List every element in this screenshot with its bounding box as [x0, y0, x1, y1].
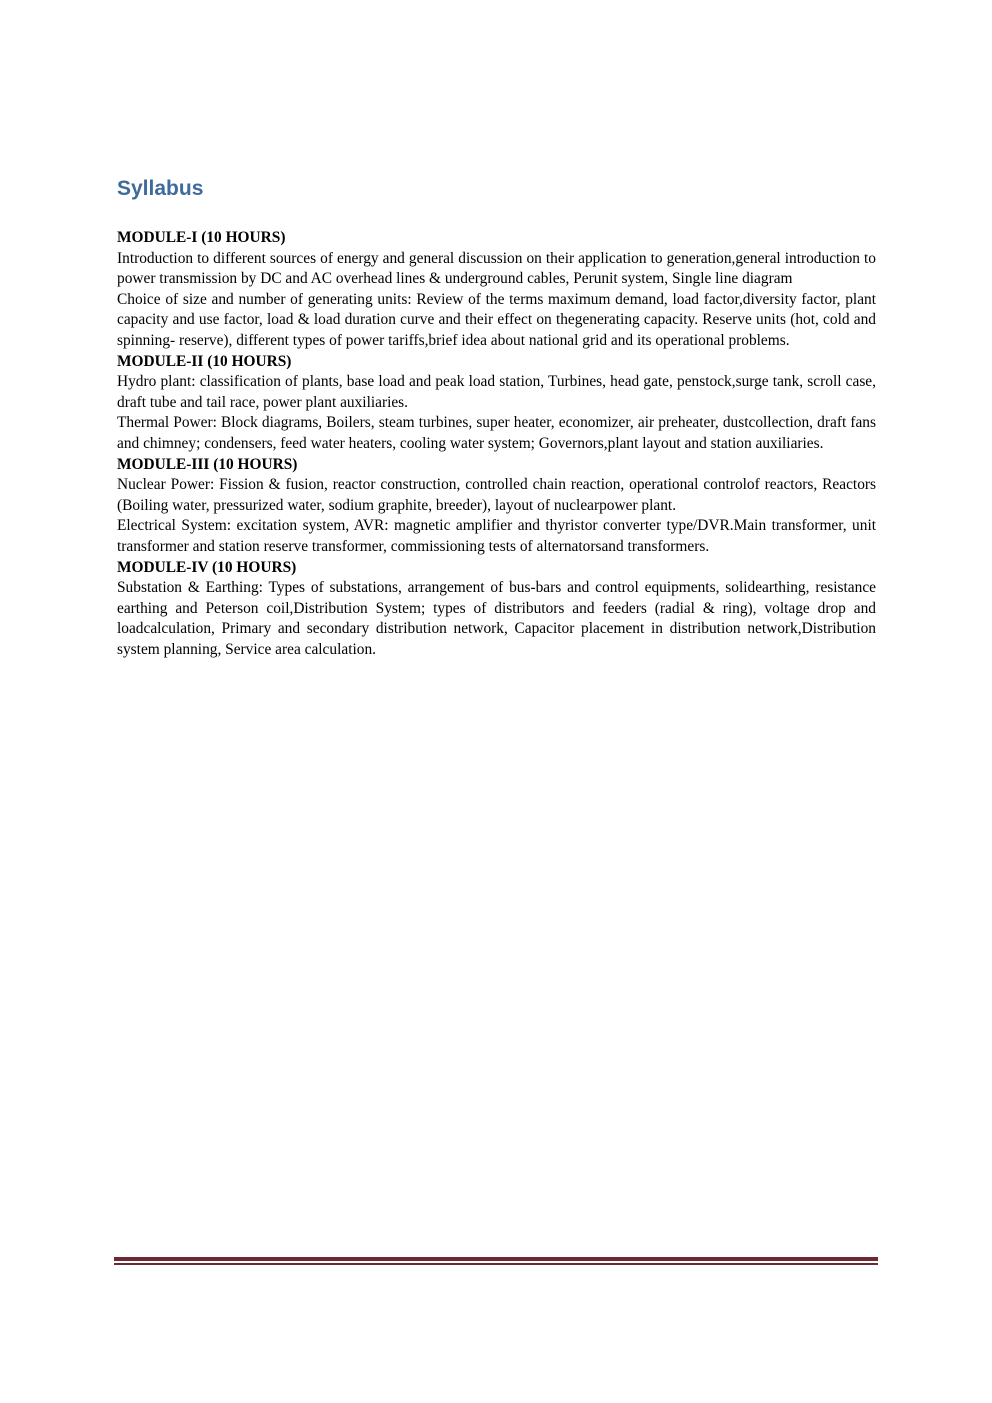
module-3-paragraph-1: Nuclear Power: Fission & fusion, reactor construction, controlled chain reaction, operational controlof reactors, Reactors (Boiling water, pressurized water, sodium graphite, breeder), layout of nuclearpower plant.	[117, 476, 876, 514]
module-4-section	[117, 558, 876, 661]
footer-divider	[114, 1257, 878, 1265]
module-3-title: MODULE-III (10 HOURS)	[117, 455, 298, 473]
module-3-paragraph-2: Electrical System: excitation system, AVR: magnetic amplifier and thyristor converter type/DVR.Main transformer, unit transformer and station reserve transformer, commissioning tests of alternatorsand transformers.	[117, 517, 876, 555]
module-3-section	[117, 455, 876, 558]
module-2-paragraph-2: Thermal Power: Block diagrams, Boilers, steam turbines, super heater, economizer, air preheater, dustcollection, draft fans and chimney; condensers, feed water heaters, cooling water system; Governors,plant layout and station auxiliaries.	[117, 414, 876, 452]
module-1-paragraph-2: Choice of size and number of generating units: Review of the terms maximum demand, load factor,diversity factor, plant capacity and use factor, load & load duration curve and their effect on thegenerating capacity. Reserve units (hot, cold and spinning- reserve), different types of power tariffs,brief idea about national grid and its operational problems.	[117, 290, 876, 349]
module-4-title: MODULE-IV (10 HOURS)	[117, 558, 297, 576]
footer-divider-thin-line	[114, 1263, 878, 1265]
footer-divider-thick-line	[114, 1257, 878, 1261]
module-1-title: MODULE-I (10 HOURS)	[117, 229, 286, 246]
page-title: Syllabus	[117, 177, 204, 200]
module-2-section	[117, 352, 876, 455]
module-2-title: MODULE-II (10 HOURS)	[117, 352, 292, 370]
module-1-paragraph-1: Introduction to different sources of energy and general discussion on their application to generation,general introduction to power transmission by DC and AC overhead lines & underground cables, Perunit system, Single line diagram	[117, 249, 876, 288]
module-2-paragraph-1: Hydro plant: classification of plants, base load and peak load station, Turbines, head gate, penstock,surge tank, scroll case, draft tube and tail race, power plant auxiliaries.	[117, 373, 876, 411]
module-1-section	[117, 228, 876, 352]
module-4-paragraph-1: Substation & Earthing: Types of substations, arrangement of bus-bars and control equipments, solidearthing, resistance earthing and Peterson coil,Distribution System; types of distributors and feeders (radial & ring), voltage drop and loadcalculation, Primary and secondary distribution network, Capacitor placement in distribution network,Distribution system planning, Service area calculation.	[117, 579, 876, 658]
syllabus-content	[117, 228, 876, 660]
